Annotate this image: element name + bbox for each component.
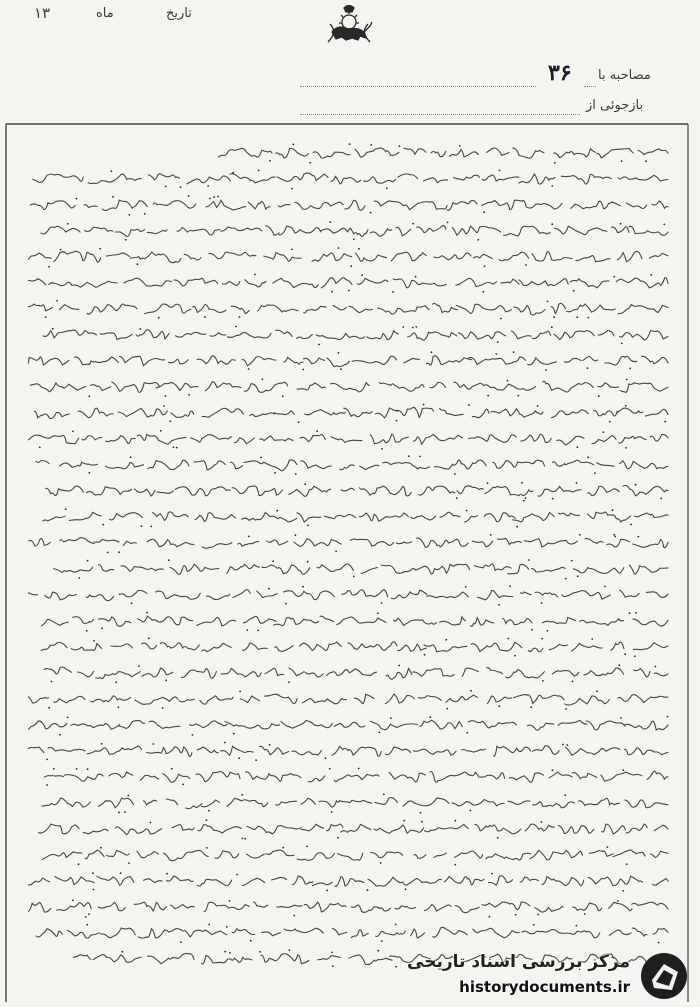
watermark-url: historydocuments.ir <box>459 978 630 996</box>
handwritten-line <box>28 584 678 606</box>
handwritten-line <box>28 246 678 268</box>
handwritten-line <box>28 610 678 632</box>
handwritten-line <box>28 896 678 918</box>
handwritten-line <box>28 714 678 736</box>
handwritten-line <box>28 428 678 450</box>
handwritten-line <box>28 194 678 216</box>
handwritten-line <box>28 376 678 398</box>
interview-label: مصاحبه با <box>598 68 651 83</box>
handwritten-line <box>28 168 678 190</box>
handwritten-line <box>28 298 678 320</box>
handwritten-line <box>28 766 678 788</box>
handwritten-number: ۳۶ <box>548 60 572 86</box>
lion-and-sun-emblem-icon <box>318 2 380 46</box>
interview-field-line <box>300 86 536 87</box>
watermark <box>396 948 696 1004</box>
interrogation-field-line <box>300 114 580 115</box>
handwritten-line <box>28 454 678 476</box>
handwritten-line <box>28 532 678 554</box>
handwritten-line <box>28 324 678 346</box>
handwritten-line <box>28 818 678 840</box>
watermark-name: مرکز بررسی اسناد تاریخی <box>407 952 630 972</box>
handwritten-line <box>28 792 678 814</box>
handwritten-line <box>28 688 678 710</box>
handwritten-line <box>28 636 678 658</box>
page-number: ۱۳ <box>34 4 51 22</box>
handwritten-line <box>28 844 678 866</box>
month-label: ماه <box>96 6 114 21</box>
handwritten-line <box>28 740 678 762</box>
handwritten-line <box>28 870 678 892</box>
interview-field-tail <box>584 86 596 87</box>
handwritten-line <box>28 506 678 528</box>
handwritten-line <box>28 558 678 580</box>
handwritten-line <box>28 922 678 944</box>
handwritten-line <box>28 220 678 242</box>
interrogation-label: بازجوئی از <box>586 98 644 113</box>
handwritten-line <box>28 272 678 294</box>
handwritten-line <box>28 142 678 164</box>
handwritten-line <box>28 480 678 502</box>
archive-logo-icon <box>638 950 690 1002</box>
date-label: تاریخ <box>166 6 192 21</box>
handwritten-line <box>28 350 678 372</box>
handwritten-line <box>28 662 678 684</box>
handwritten-line <box>28 402 678 424</box>
